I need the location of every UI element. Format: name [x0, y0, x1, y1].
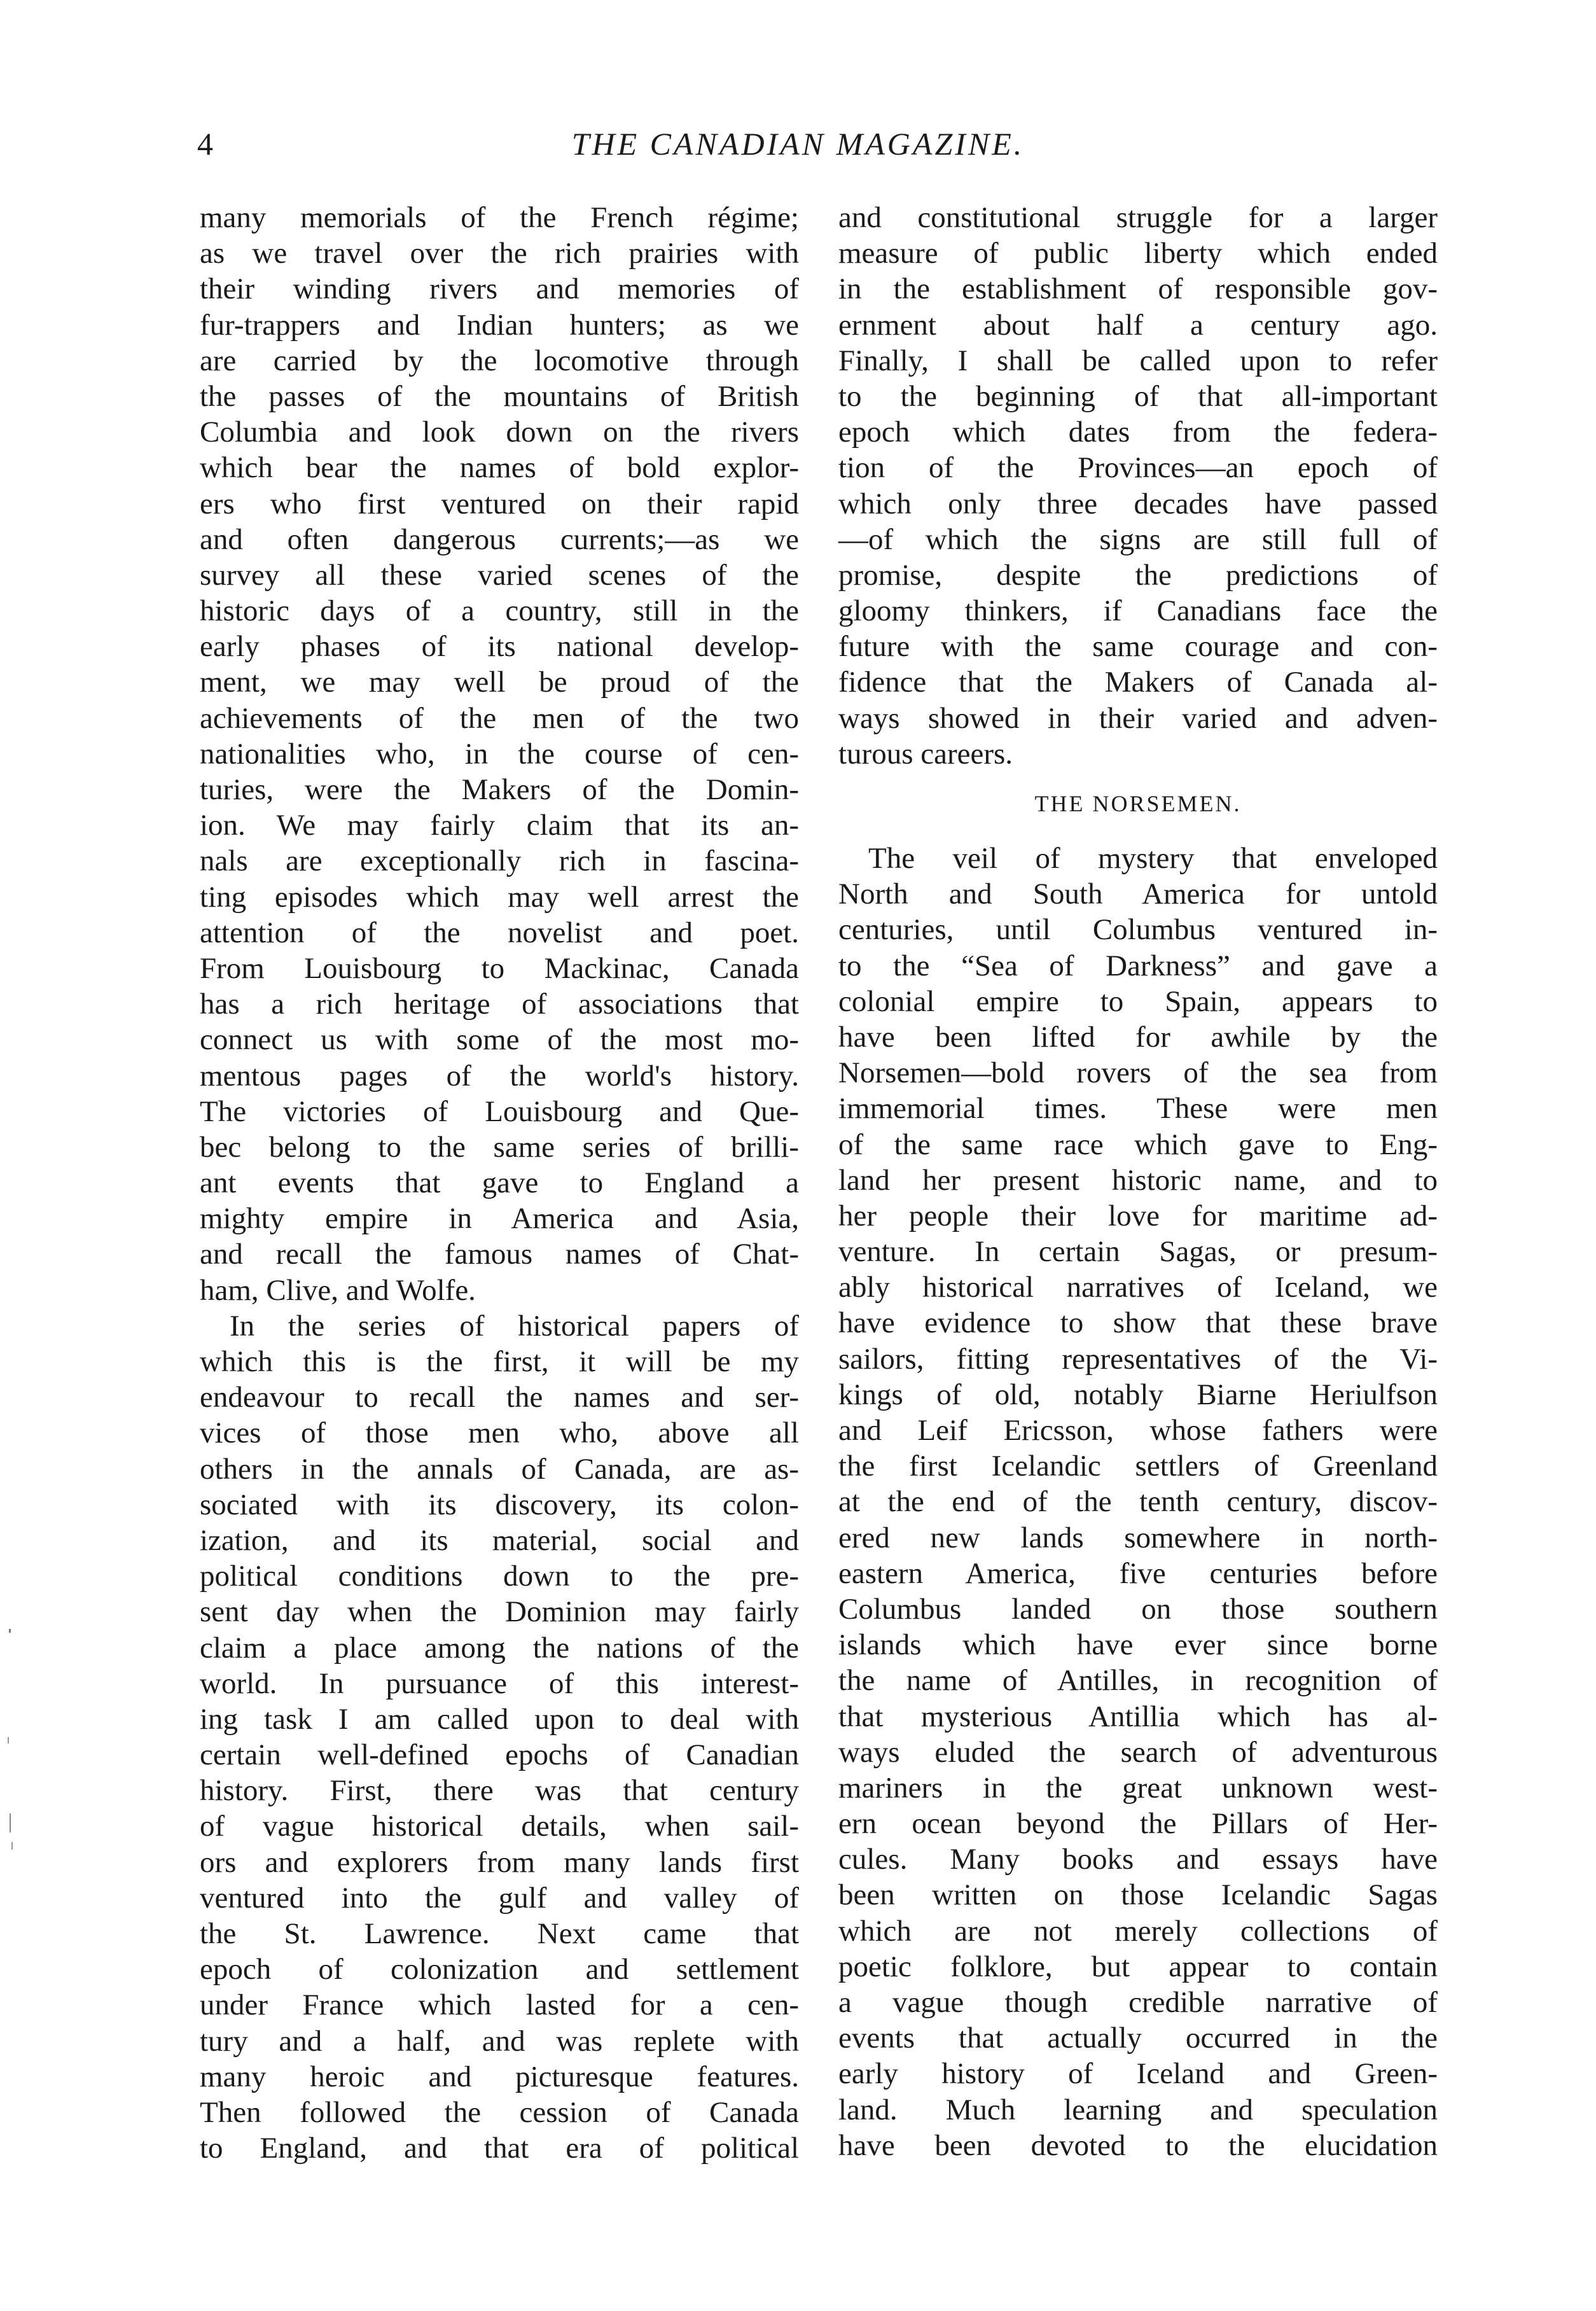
text-line: poetic folklore, but appear to contain [838, 1950, 1438, 1983]
text-line: their winding rivers and memories of [200, 272, 799, 306]
text-line: epoch of colonization and settlement [200, 1953, 799, 1986]
text-line: ham, Clive, and Wolfe. [200, 1273, 476, 1307]
text-line: ventured into the gulf and valley of [200, 1881, 799, 1915]
text-line: are carried by the locomotive through [200, 344, 799, 377]
text-line: the St. Lawrence. Next came that [200, 1917, 799, 1950]
text-line: sent day when the Dominion may fairly [200, 1595, 799, 1629]
text-line: the name of Antilles, in recognition of [838, 1664, 1438, 1698]
text-line: which this is the first, it will be my [200, 1345, 799, 1378]
text-line: bec belong to the same series of brilli- [200, 1130, 799, 1164]
text-line: been written on those Icelandic Sagas [838, 1878, 1438, 1912]
text-line: in the establishment of responsible gov- [838, 272, 1438, 306]
text-line: kings of old, notably Biarne Heriulfson [838, 1378, 1438, 1411]
text-line: which only three decades have passed [838, 487, 1438, 520]
text-line: turous careers. [838, 737, 1013, 771]
text-line: to the beginning of that all-important [838, 379, 1438, 413]
text-line: many memorials of the French régime; [200, 201, 799, 234]
text-line: turies, were the Makers of the Domin- [200, 773, 799, 806]
text-line: ered new lands somewhere in north- [838, 1521, 1438, 1554]
text-line: which are not merely collections of [838, 1914, 1438, 1948]
text-line: world. In pursuance of this interest- [200, 1666, 799, 1700]
text-line: eastern America, five centuries before [838, 1556, 1438, 1590]
text-line: as we travel over the rich prairies with [200, 237, 799, 270]
text-line: fidence that the Makers of Canada al- [838, 666, 1438, 699]
text-line: immemorial times. These were men [838, 1092, 1438, 1126]
text-line: to the “Sea of Darkness” and gave a [838, 949, 1438, 982]
text-line: mentous pages of the world's history. [200, 1059, 799, 1093]
text-line: ant events that gave to England a [200, 1166, 799, 1200]
text-line: have been lifted for awhile by the [838, 1020, 1438, 1054]
text-line: nationalities who, in the course of cen- [200, 737, 799, 771]
text-line: and Leif Ericsson, whose fathers were [838, 1414, 1438, 1447]
text-line: and recall the famous names of Chat- [200, 1238, 799, 1271]
left-text-column [200, 200, 799, 2166]
text-line: to England, and that era of political [200, 2132, 799, 2165]
text-line: has a rich heritage of associations that [200, 988, 799, 1021]
text-line: achievements of the men of the two [200, 701, 799, 735]
running-title: THE CANADIAN MAGAZINE. [571, 126, 1025, 162]
text-line: historic days of a country, still in the [200, 594, 799, 628]
text-line: events that actually occurred in the [838, 2021, 1438, 2055]
section-heading: THE NORSEMEN. [1034, 791, 1242, 816]
text-line: Then followed the cession of Canada [200, 2095, 799, 2129]
margin-specks [0, 1629, 25, 1871]
text-line: venture. In certain Sagas, or presum- [838, 1235, 1438, 1269]
text-line: ion. We may fairly claim that its an- [200, 809, 799, 842]
text-line: ably historical narratives of Iceland, we [838, 1271, 1438, 1304]
text-line: —of which the signs are still full of [838, 522, 1438, 556]
text-line: and often dangerous currents;—as we [200, 522, 799, 556]
text-line: others in the annals of Canada, are as- [200, 1452, 799, 1486]
text-line: mighty empire in America and Asia, [200, 1202, 799, 1236]
text-line: The victories of Louisbourg and Que- [200, 1094, 799, 1128]
text-line: at the end of the tenth century, discov- [838, 1485, 1438, 1519]
text-line: ern ocean beyond the Pillars of Her- [838, 1807, 1438, 1841]
text-line: that mysterious Antillia which has al- [838, 1700, 1438, 1733]
text-line: Finally, I shall be called upon to refer [838, 344, 1438, 377]
text-line: epoch which dates from the federa- [838, 415, 1438, 449]
text-line: history. First, there was that century [200, 1774, 799, 1808]
text-line: ways showed in their varied and adven- [838, 701, 1438, 735]
text-line: ment, we may well be proud of the [200, 666, 799, 699]
text-line: promise, despite the predictions of [838, 558, 1438, 592]
text-line: ing task I am called upon to deal with [200, 1702, 799, 1736]
page-number: 4 [197, 126, 213, 162]
text-line: and constitutional struggle for a larger [838, 201, 1438, 234]
text-line: The veil of mystery that enveloped [838, 842, 1438, 875]
text-line: measure of public liberty which ended [838, 237, 1438, 270]
text-line: her people their love for maritime ad- [838, 1199, 1438, 1232]
text-line: centuries, until Columbus ventured in- [838, 913, 1438, 947]
text-line: endeavour to recall the names and ser- [200, 1381, 799, 1414]
text-line: ernment about half a century ago. [838, 308, 1438, 342]
text-line: the passes of the mountains of British [200, 379, 799, 413]
text-line: many heroic and picturesque features. [200, 2060, 799, 2093]
text-line: have been devoted to the elucidation [838, 2128, 1438, 2162]
text-line: certain well-defined epochs of Canadian [200, 1738, 799, 1772]
text-line: connect us with some of the most mo- [200, 1023, 799, 1057]
text-line: have evidence to show that these brave [838, 1306, 1438, 1340]
text-line: North and South America for untold [838, 877, 1438, 911]
text-line: early history of Iceland and Green- [838, 2057, 1438, 2091]
text-line: In the series of historical papers of [200, 1309, 799, 1343]
text-line: Norsemen—bold rovers of the sea from [838, 1056, 1438, 1090]
text-line: gloomy thinkers, if Canadians face the [838, 594, 1438, 628]
text-line: under France which lasted for a cen- [200, 1988, 799, 2022]
text-line: cules. Many books and essays have [838, 1843, 1438, 1876]
text-line: survey all these varied scenes of the [200, 558, 799, 592]
text-line: vices of those men who, above all [200, 1416, 799, 1450]
text-line: islands which have ever since borne [838, 1628, 1438, 1662]
text-line: of the same race which gave to Eng- [838, 1128, 1438, 1161]
text-line: ers who first ventured on their rapid [200, 487, 799, 520]
text-line: land. Much learning and speculation [838, 2093, 1438, 2126]
text-line: the first Icelandic settlers of Greenland [838, 1449, 1438, 1483]
text-line: fur-trappers and Indian hunters; as we [200, 308, 799, 342]
text-line: sailors, fitting representatives of the Vi- [838, 1342, 1438, 1376]
text-line: colonial empire to Spain, appears to [838, 984, 1438, 1018]
text-line: ways eluded the search of adventurous [838, 1735, 1438, 1769]
text-line: sociated with its discovery, its colon- [200, 1488, 799, 1521]
text-line: land her present historic name, and to [838, 1163, 1438, 1197]
text-line: a vague though credible narrative of [838, 1986, 1438, 2019]
text-line: ization, and its material, social and [200, 1523, 799, 1557]
text-line: Columbia and look down on the rivers [200, 415, 799, 449]
text-line: political conditions down to the pre- [200, 1560, 799, 1593]
text-line: nals are exceptionally rich in fascina- [200, 844, 799, 878]
text-line: ors and explorers from many lands first [200, 1845, 799, 1879]
text-line: tury and a half, and was replete with [200, 2024, 799, 2058]
right-text-column [838, 200, 1438, 2163]
text-line: mariners in the great unknown west- [838, 1771, 1438, 1805]
text-line: attention of the novelist and poet. [200, 916, 799, 949]
text-line: From Louisbourg to Mackinac, Canada [200, 951, 799, 985]
text-line: early phases of its national develop- [200, 630, 799, 664]
text-line: claim a place among the nations of the [200, 1631, 799, 1665]
text-line: Columbus landed on those southern [838, 1592, 1438, 1626]
text-line: which bear the names of bold explor- [200, 451, 799, 485]
text-line: future with the same courage and con- [838, 630, 1438, 664]
text-line: tion of the Provinces—an epoch of [838, 451, 1438, 485]
text-line: ting episodes which may well arrest the [200, 880, 799, 914]
text-line: of vague historical details, when sail- [200, 1810, 799, 1843]
